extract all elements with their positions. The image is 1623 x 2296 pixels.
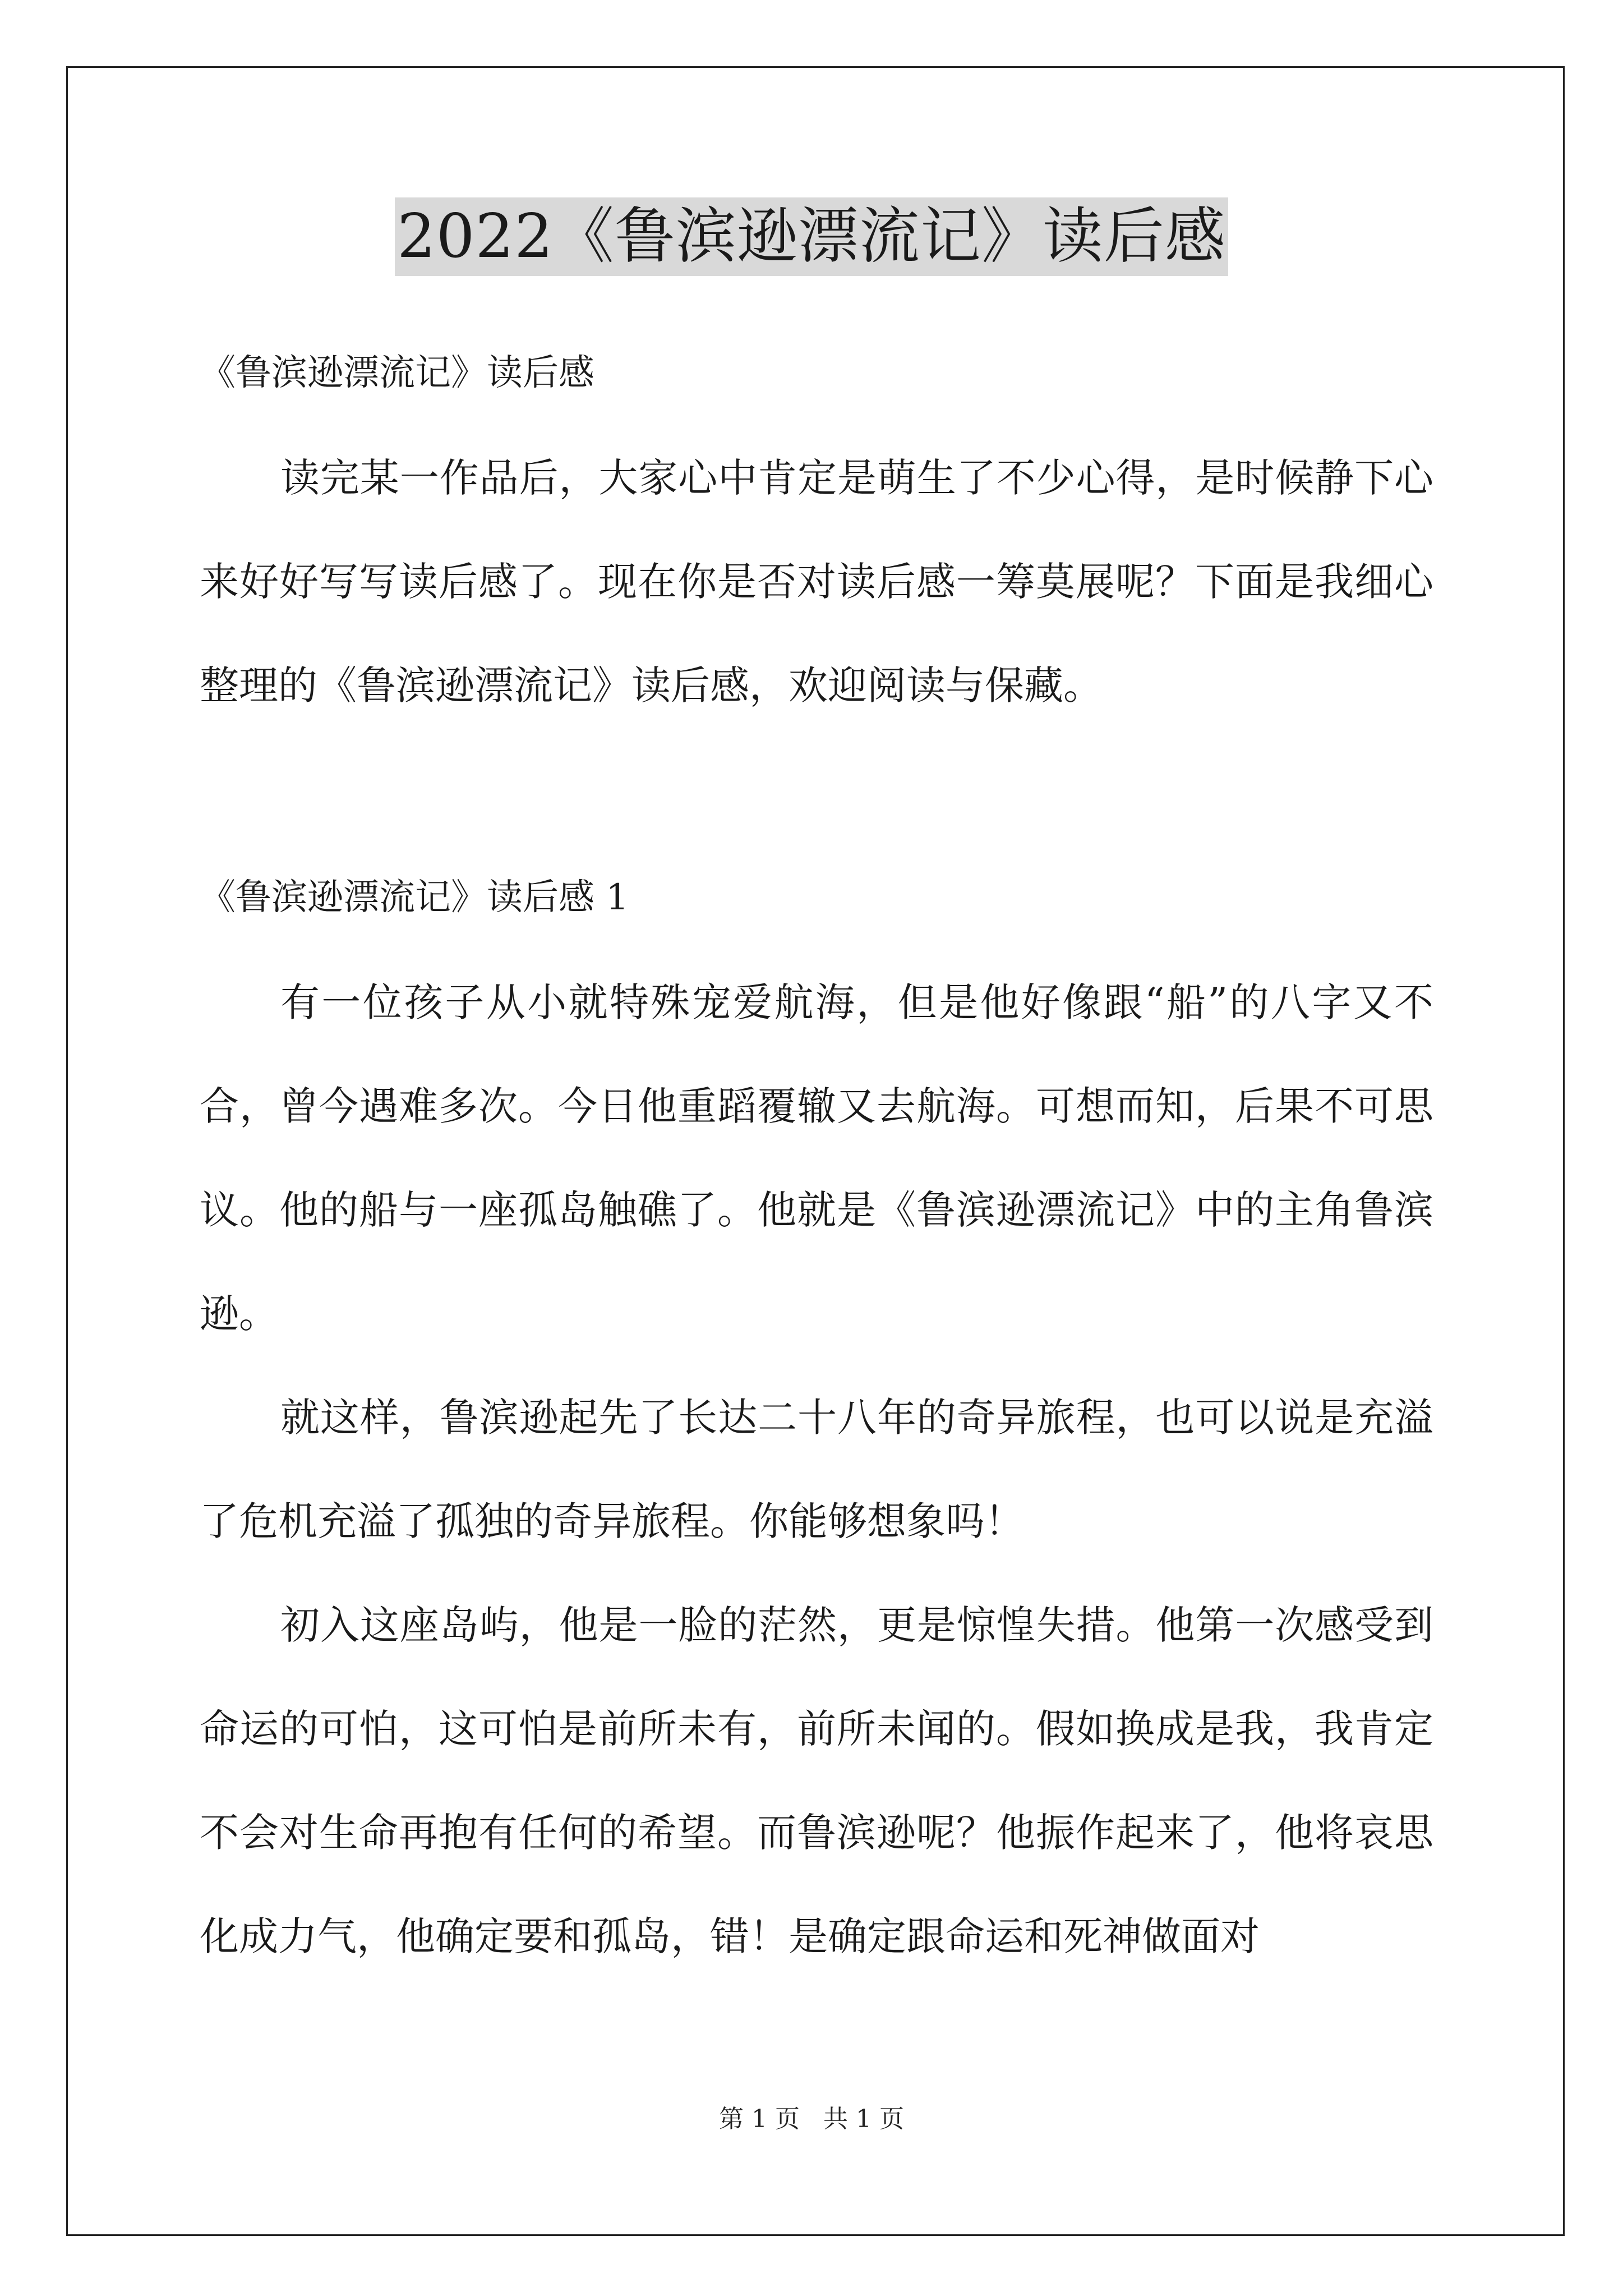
document-body [200, 320, 1433, 1989]
section1-paragraph: 就这样，鲁滨逊起先了长达二十八年的奇异旅程，也可以说是充溢了危机充溢了孤独的奇异旅程。你能够想象吗！ [200, 1395, 1433, 1544]
section1-paragraph: 有一位孩子从小就特殊宠爱航海，但是他好像跟“船”的八字又不合，曾今遇难多次。今日他重蹈覆辙又去航海。可想而知，后果不可思议。他的船与一座孤岛触礁了。他就是《鲁滨逊漂流记》中的主角鲁滨逊。 [200, 979, 1433, 1337]
section-spacer [200, 738, 1433, 844]
section1-heading: 《鲁滨逊漂流记》读后感 1 [200, 877, 629, 918]
document-title: 2022《鲁滨逊漂流记》读后感 [395, 197, 1228, 276]
section1-paragraph: 初入这座岛屿，他是一脸的茫然，更是惊惶失措。他第一次感受到命运的可怕，这可怕是前所未有，前所未闻的。假如换成是我，我肯定不会对生命再抱有任何的希望。而鲁滨逊呢？他振作起来了，他将哀思化成力气，他确定要和孤岛，错！是确定跟命运和死神做面对 [200, 1602, 1433, 1959]
page-footer: 第 1 页 共 1 页 [719, 2105, 904, 2133]
intro-heading: 《鲁滨逊漂流记》读后感 [200, 352, 594, 394]
intro-paragraph: 读完某一作品后，大家心中肯定是萌生了不少心得，是时候静下心来好好写写读后感了。现在你是否对读后感一筹莫展呢？下面是我细心整理的《鲁滨逊漂流记》读后感，欢迎阅读与保藏。 [200, 455, 1433, 708]
title-wrapper [0, 197, 1623, 276]
